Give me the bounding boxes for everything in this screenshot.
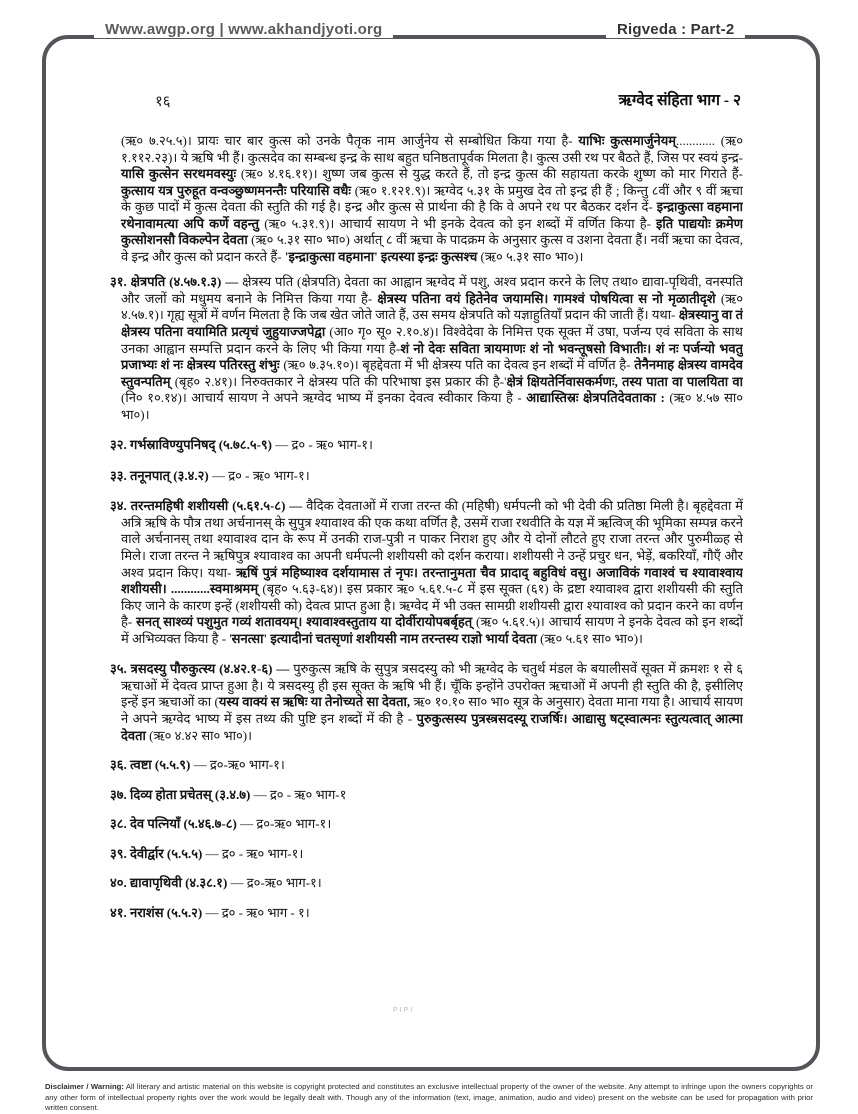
- disclaimer-label: Disclaimer / Warning:: [45, 1082, 124, 1091]
- entry-32-garbhasravini: ३२. गर्भस्राविण्युपनिषद् (५.७८.५-९) — द्र० - ऋ० भाग-१।: [110, 437, 373, 453]
- entry-34-tarantamahishi: ३४. तरन्तमहिषी शशीयसी (५.६१.५-८) — वैदिक देवताओं में राजा तरन्त की (महिषी) धर्मपत्नी को भी देवी की प्रतिष्ठा मिली है। बृहद्देवता में अत्रि ऋषि के पौत्र तथा अर्चनानस् के सुपुत्र श्यावाश्व की एक कथा वर्णित है, उसमें राजा रथवीति के यज्ञ में ऋत्विज् की भूमिका सम्पन्न करने वाले अर्चनानस् तथा श्यावाश्व दान के रूप में उनकी राज-पुत्री न पाकर निराश हुए और ये दोनों लौटते हुए राजा तरन्त और पुरुमीळ्ह से मिले। राजा तरन्त ने ऋषिपुत्र श्यावाश्व का अपनी धर्मपत्नी शशीयसी को दर्शन कराया। शशीयसी ने उन्हें प्रचुर धन, भेड़ें, बकरियाँ, गौएँ और अश्व प्रदान किए। यथा- ऋषिं पुत्रं महिष्याश्व दर्शयामास तं नृपः। तरन्तानुमता चैव प्रादाद् बहुविधं वसु। अजाविकं गवाश्वं च श्यावाश्वाय शशीयसी। ............स्वमाश्रमम् (बृह० ५.६३-६४)। इस प्रकार ऋ० ५.६१.५-८ में इस सूक्त (६१) के द्रष्टा श्यावाश्व द्वारा शशीयसी की स्तुति किए जाने के कारण इन्हें (शशीयसी को) देवत्व प्राप्त हुआ है। ऋग्वेद में भी उक्त सामग्री शशीयसी द्वारा श्यावाश्व को प्रदान करने का वर्णन है- सनत् साश्व्यं पशुमुत गव्यं शतावयम्। श्यावाश्वस्तुताय या दोर्वीरायोपबर्बृहत् (ऋ० ५.६१.५)। आचार्य सायण ने इनके देवत्व को इन शब्दों में अभिव्यक्त किया है - 'सनत्सा' इत्यादीनां चतसृणां शशीयसी नाम तरन्तस्य राज्ञो भार्या देवता (ऋ० ५.६१ सा० भा०)।: [110, 498, 743, 646]
- disclaimer: [45, 1082, 813, 1114]
- entry-38-deva-patniyan: ३८. देव पत्नियाँ (५.४६.७-८) — द्र०-ऋ० भाग-१।: [110, 816, 332, 832]
- entry-40-dyavaprithivi: ४०. द्यावापृथिवी (४.३८.१) — द्र०-ऋ० भाग-१।: [110, 875, 322, 891]
- entry-36-tvashta: ३६. त्वष्टा (५.५.९) — द्र०-ऋ० भाग-१।: [110, 757, 285, 773]
- paragraph-kutsa-continuation: (ऋ० ७.२५.५)। प्रायः चार बार कुत्स को उनके पैतृक नाम आर्जुनेय से सम्बोधित किया गया है- याभिः कुत्समार्जुनेयम्............ (ऋ० १.११२.२३)। ये ऋषि भी हैं। कुत्सदेव का सम्बन्ध इन्द्र के साथ बहुत घनिष्ठतापूर्वक मिलता है। कुत्स उसी रथ पर बैठते हैं, जिस पर स्वयं इन्द्र- यासि कुत्सेन सरथमवस्युः (ऋ० ४.१६.११)। शुष्ण जब कुत्स से युद्ध करते हैं, तो इन्द्र कुत्स की सहायता करके शुष्ण को मार गिराते हैं- कुत्साय यत्र पुरुहूत वन्वञ्छुष्णमनन्तैः परियासि वधैः (ऋ० १.१२१.९)। ऋग्वेद ५.३१ के प्रमुख देव तो इन्द्र ही हैं ; किन्तु ८वीं और ९ वीं ऋचा के कुछ पादों में कुत्स देवता की स्तुति की गई है। इन्द्र और कुत्स से प्रार्थना की है कि वे अपने रथ पर बैठकर दर्शन दें- इन्द्राकुत्सा वहमाना रथेनावामत्या अपि कर्णे वहन्तु (ऋ० ५.३१.९)। आचार्य सायण ने भी इनके देवत्व को इन शब्दों में वर्णित किया है- इति पाद्ययोः क्रमेण कुत्सोशनसौ विकल्पेन देवता (ऋ० ५.३१ सा० भा०) अर्थात् ८ वीं ऋचा के पादक्रम के अनुसार कुत्स व उशना देवता हैं। नवीं ऋचा का देवत्व, वे इन्द्र और कुत्स को प्रदान करते हैं- 'इन्द्राकुत्सा वहमाना' इत्यस्या इन्द्रः कुत्सश्च (ऋ० ५.३१ सा० भा०)।: [121, 133, 743, 264]
- entry-41-narashansa: ४१. नराशंस (५.५.२) — द्र० - ऋ० भाग - १।: [110, 904, 310, 920]
- entry-35-trasadasyu: ३५. त्रसदस्यु पौरुकुत्स्य (४.४२.१-६) — पुरुकुत्स ऋषि के सुपुत्र त्रसदस्यु को भी ऋग्वेद के चतुर्थ मंडल के बयालीसवें सूक्त में क्रमशः १ से ६ ऋचाओं में देवत्व प्राप्त हुआ है। ये त्रसदस्यु ही इस सूक्त के ऋषि भी हैं। चूँकि इन्होंने उपरोक्त ऋचाओं में अपनी ही स्तुति की है, इसीलिए इन्हें इन ऋचाओं का (यस्य वाक्यं स ऋषिः या तेनोच्यते सा देवता, ऋ० १०.१० सा० भा० सूत्र के अनुसार) देवता माना गया है। आचार्य सायण ने अपने ऋग्वेद भाष्य में इस तथ्य की पुष्टि इन शब्दों में की है - पुरुकुत्सस्य पुत्रस्त्रसदस्यू राजर्षिः। आद्यासु षट्स्वात्मनः स्तुत्यत्वात् आत्मा देवता (ऋ० ४.४२ सा० भा०)।: [110, 661, 743, 743]
- scan-artifact: PIPI: [393, 1007, 415, 1014]
- website-url-banner: Www.awgp.org | www.akhandjyoti.org: [94, 21, 393, 38]
- entry-31-kshetrapati: ३१. क्षेत्रपति (४.५७.१.३) — क्षेत्रस्य पति (क्षेत्रपति) देवता का आह्वान ऋग्वेद में पशु, अश्व प्रदान करने के लिए तथा० द्यावा-पृथिवी, वनस्पति और जलों को मधुमय बनाने के निमित्त किया गया है- क्षेत्रस्य पतिना वयं हितेनेव जयामसि। गामश्वं पोषयित्वा स नो मृळातीदृशे (ऋ० ४.५७.१)। गृह्य सूत्रों में वर्णन मिलता है कि जब खेत जोते जाते हैं, उस समय क्षेत्रपति को यज्ञाहुतियाँ प्रदान की जाती हैं। यथा- क्षेत्रस्यानु वा तं क्षेत्रस्य पतिना वयामिति प्रत्यृचं जुहुयाज्जपेद्वा (आ० गृ० सू० २.१०.४)। विश्वेदेवा के निमित्त एक सूक्त में उषा, पर्जन्य एवं सविता के साथ उनका आह्वान सम्पत्ति प्रदान करने के लिए भी किया गया है-शं नो देवः सविता त्रायमाणः शं नो भवन्तूषसो विभातीः। शं नः पर्जन्यो भवतु प्रजाभ्यः शं नः क्षेत्रस्य पतिरस्तु शंभुः (ऋ० ७.३५.१०)। बृहद्देवता में भी क्षेत्रस्य पति का देवत्व इन शब्दों में वर्णित है- तेनैनमाह क्षेत्रस्य वामदेव स्तुवन्पतिम् (बृह० २.४१)। निरुक्तकार ने क्षेत्रस्य पति की परिभाषा इस प्रकार की है-'क्षेत्रं क्षियतेर्निवासकर्मणः, तस्य पाता वा पालयिता वा (नि० १०.१४)। आचार्य सायण ने अपने ऋग्वेद भाष्य में इनका देवत्व स्वीकार किया है - आद्यास्तिस्रः क्षेत्रपतिदेवताका : (ऋ० ४.५७ सा० भा०)।: [110, 274, 743, 422]
- page-number: १६: [155, 94, 171, 110]
- entry-37-divya-hota: ३७. दिव्य होता प्रचेतस् (३.४.७) — द्र० - ऋ० भाग-१: [110, 786, 347, 802]
- entry-33-tanunapat: ३३. तनूनपात् (३.४.२) — द्र० - ऋ० भाग-१।: [110, 467, 310, 483]
- page-title: ऋग्वेद संहिता भाग - २: [618, 92, 741, 109]
- disclaimer-text: All literary and artistic material on this website is copyright protected and constitutes an exclusive intellectual property of the owner of the website. Any attempt to infringe upon the owners copyrights or any other form of intellectual property rights over the work would be legally dealt with. Though any of the information (text, image, animation, audio and video) present on the website can be used for propagation with prior written consent.: [45, 1082, 813, 1113]
- book-title-banner: Rigveda : Part-2: [606, 21, 745, 38]
- body-text: [110, 133, 743, 921]
- entry-39-devirdvar: ३९. देवीर्द्वार (५.५.५) — द्र० - ऋ० भाग-१।: [110, 845, 304, 861]
